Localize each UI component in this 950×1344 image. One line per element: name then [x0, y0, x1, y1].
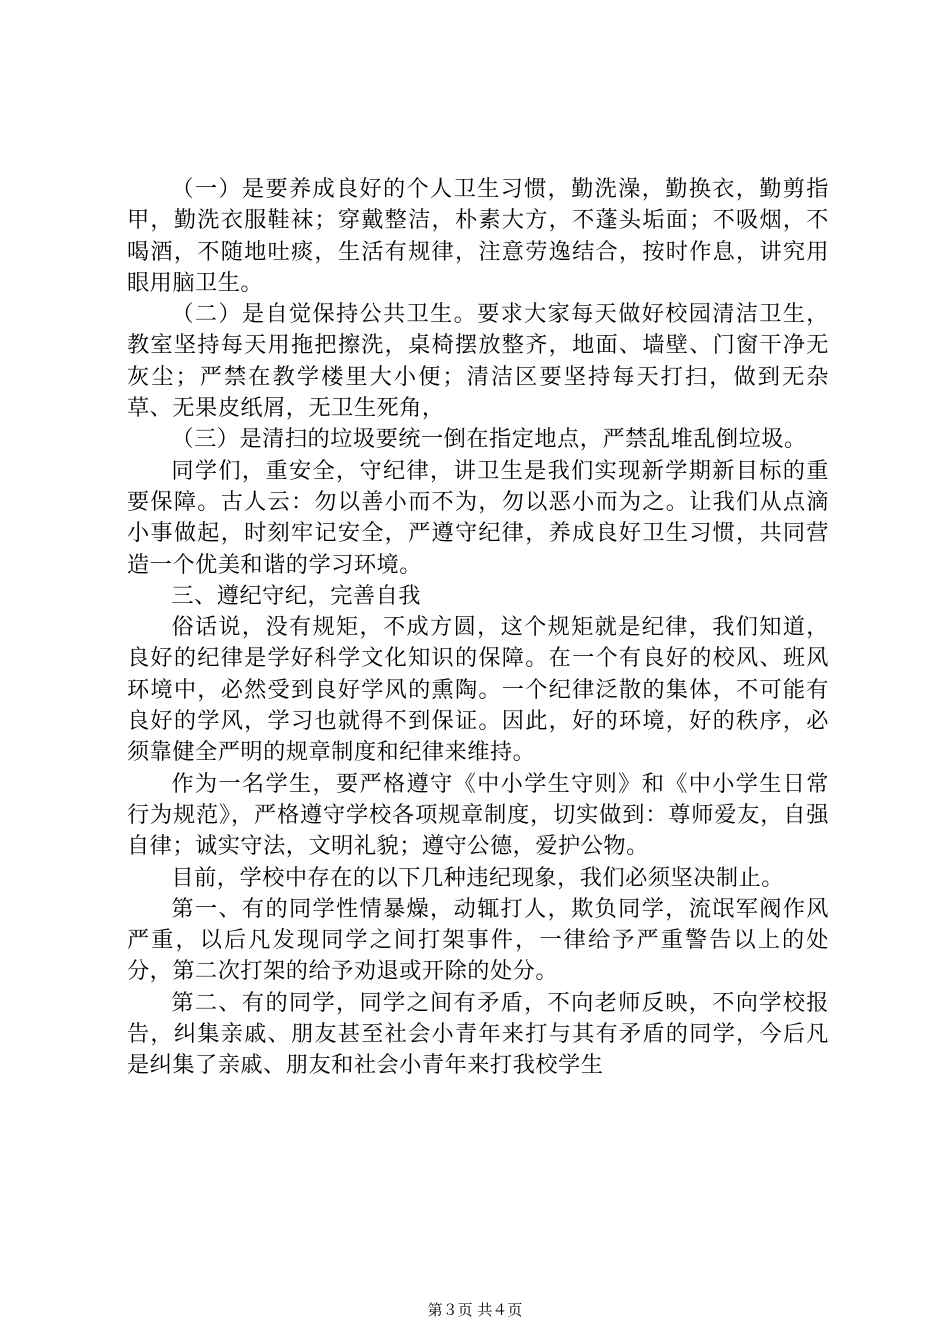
- paragraph-garbage: （三）是清扫的垃圾要统一倒在指定地点，严禁乱堆乱倒垃圾。: [171, 426, 807, 453]
- paragraph-hygiene-public: （二）是自觉保持公共卫生。要求大家每天做好校园清洁卫生，教室坚持每天用拖把擦洗，桌椅摆放整齐，地面、墙壁、门窗干净无灰尘；严禁在教学楼里大小便；清洁区要坚持每天打扫，做到无杂草、无果皮纸屑，无卫生死角，: [127, 301, 829, 422]
- section-heading-discipline: 三、遵纪守纪，完善自我: [171, 582, 421, 609]
- page-number-footer: 第３页 共４页: [427, 1301, 523, 1319]
- paragraph-summary: 同学们，重安全，守纪律，讲卫生是我们实现新学期新目标的重要保障。古人云：勿以善小而不为，勿以恶小而为之。让我们从点滴小事做起，时刻牢记安全，严遵守纪律，养成良好卫生习惯，共同营造一个优美和谐的学习环境。: [127, 457, 829, 578]
- paragraph-hygiene-personal: （一）是要养成良好的个人卫生习惯，勤洗澡，勤换衣，勤剪指甲，勤洗衣服鞋袜；穿戴整洁，朴素大方，不蓬头垢面；不吸烟，不喝酒，不随地吐痰，生活有规律，注意劳逸结合，按时作息，讲究用眼用脑卫生。: [127, 176, 829, 296]
- document-body: [127, 174, 829, 1082]
- paragraph-violations-intro: 目前，学校中存在的以下几种违纪现象，我们必须坚决制止。: [171, 864, 784, 891]
- paragraph-violation-first: 第一、有的同学性情暴燥，动辄打人，欺负同学，流氓军阀作风严重，以后凡发现同学之间打架事件，一律给予严重警告以上的处分，第二次打架的给予劝退或开除的处分。: [127, 895, 829, 985]
- paragraph-student-rules: 作为一名学生，要严格遵守《中小学生守则》和《中小学生日常行为规范》，严格遵守学校各项规章制度，切实做到：尊师爱友，自强自律；诚实守法，文明礼貌；遵守公德，爱护公物。: [127, 770, 829, 860]
- paragraph-violation-second: 第二、有的同学，同学之间有矛盾，不向老师反映，不向学校报告，纠集亲戚、朋友甚至社会小青年来打与其有矛盾的同学，今后凡是纠集了亲戚、朋友和社会小青年来打我校学生: [127, 989, 829, 1079]
- paragraph-discipline-intro: 俗话说，没有规矩，不成方圆，这个规矩就是纪律，我们知道，良好的纪律是学好科学文化知识的保障。在一个有良好的校风、班风环境中，必然受到良好学风的熏陶。一个纪律泛散的集体，不可能有良好的学风，学习也就得不到保证。因此，好的环境，好的秩序，必须靠健全严明的规章制度和纪律来维持。: [127, 614, 829, 766]
